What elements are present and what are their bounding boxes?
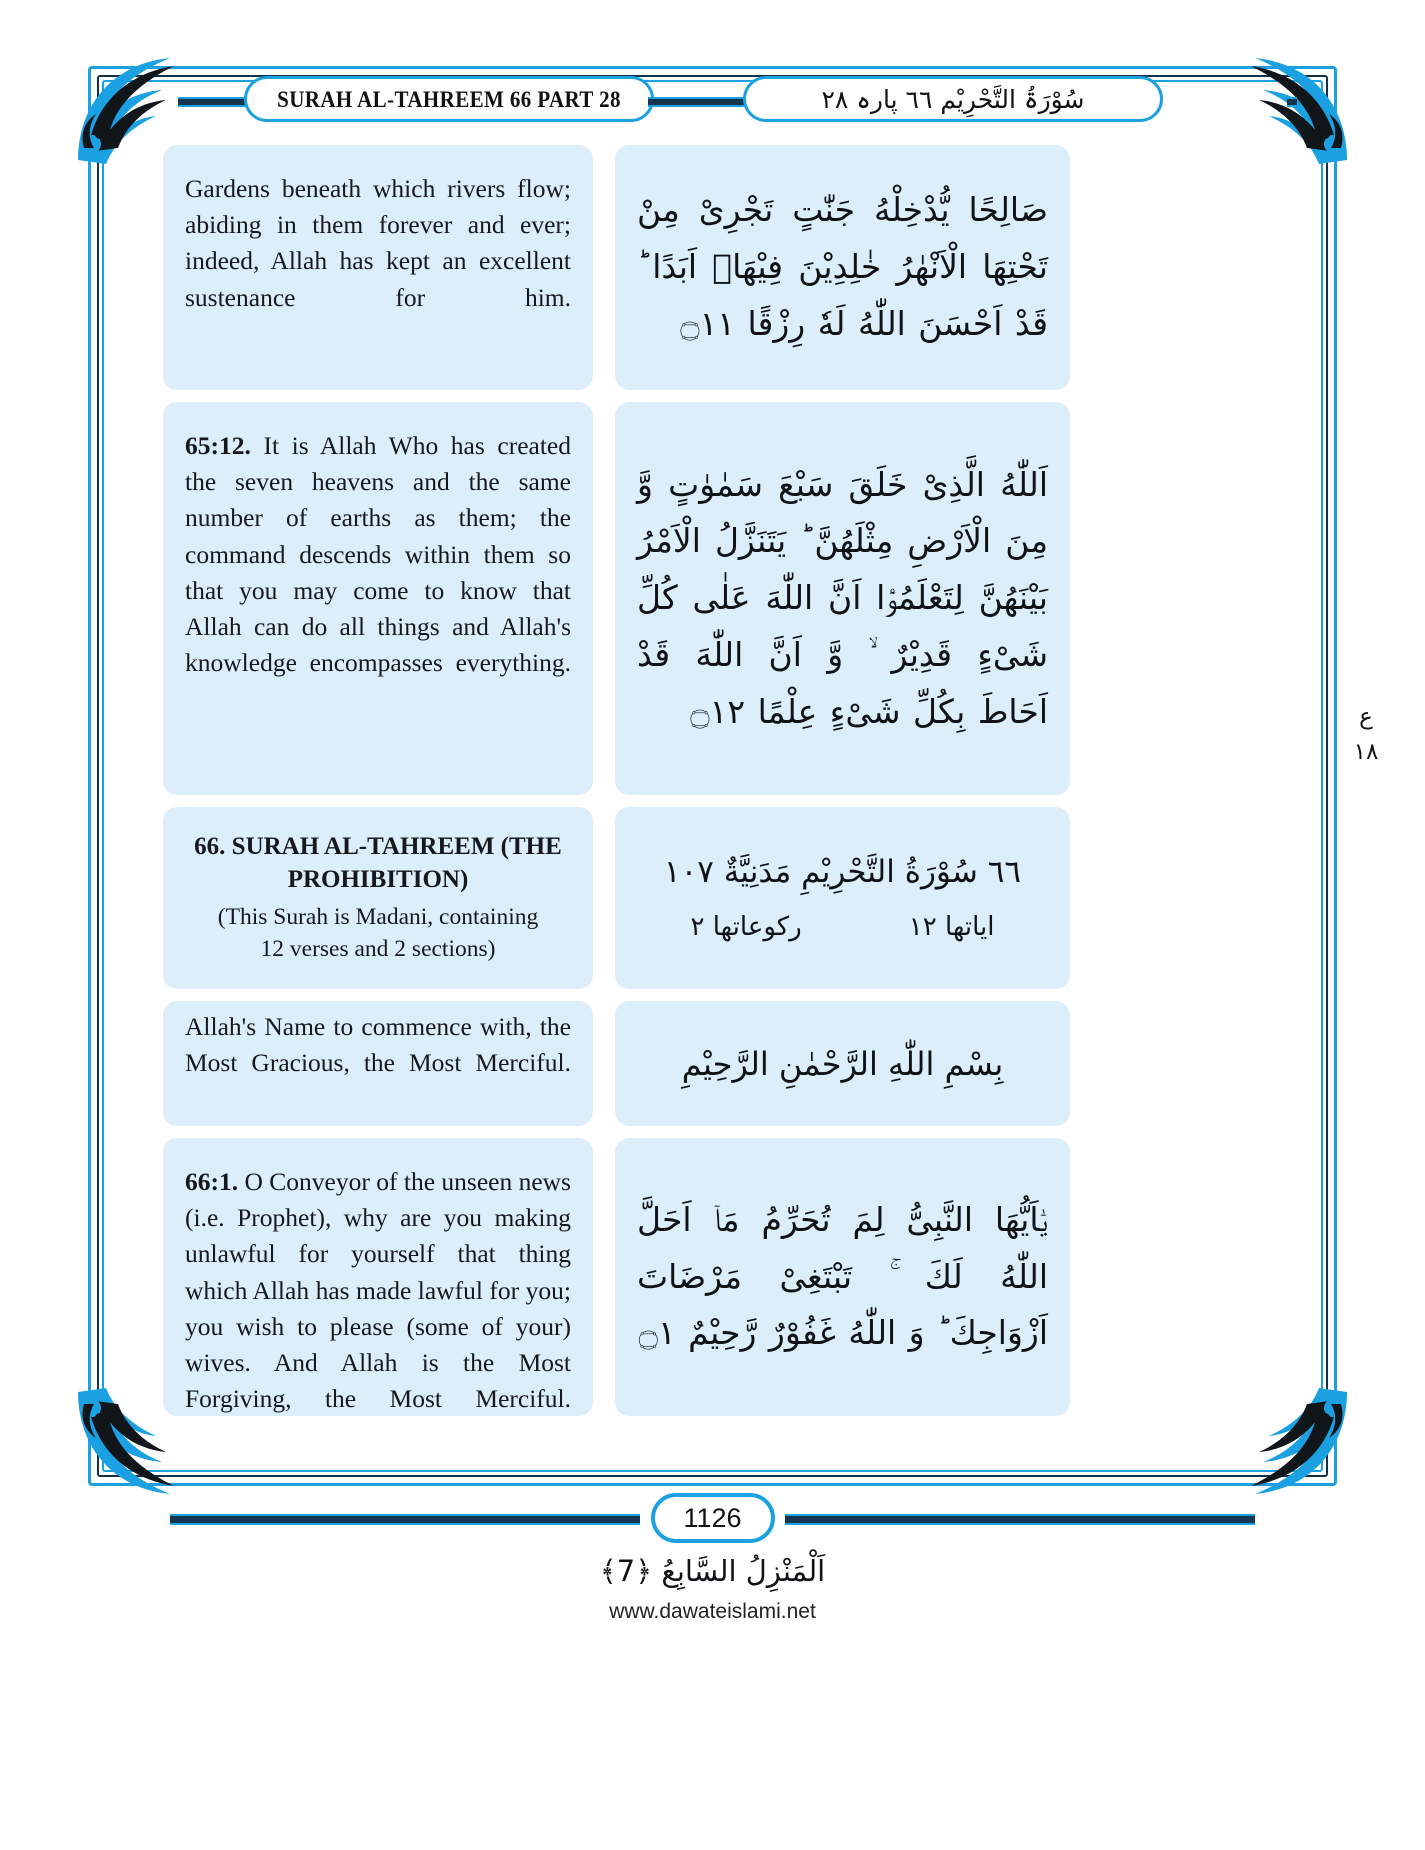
- bismillah-arabic-text: بِسْمِ اللّٰهِ الرَّحْمٰنِ الرَّحِیْمِ: [681, 1044, 1004, 1083]
- ruku-marker-number: ١٨: [1353, 738, 1379, 765]
- header-surah-title-urdu: سُوْرَۃُ التَّحْرِیْم ٦٦ پارہ ٢٨: [821, 84, 1085, 114]
- verse-row: [163, 145, 1253, 390]
- footer-rule-left: [170, 1514, 640, 1525]
- surah-heading-english-cell: [163, 807, 593, 989]
- arabic-cell: [615, 402, 1070, 795]
- website-url: www.dawateislami.net: [609, 1600, 816, 1623]
- header-surah-title-urdu-pill: [743, 76, 1163, 122]
- surah-title-english-line2: PROHIBITION): [287, 865, 469, 893]
- ruku-marker-symbol: ع: [1359, 704, 1373, 730]
- surah-subtitle-line2: 12 verses and 2 sections): [260, 935, 496, 962]
- verse-row: [163, 1138, 1253, 1416]
- surah-subtitle-line1: (This Surah is Madani, containing: [217, 904, 539, 931]
- translation-cell: [163, 1138, 593, 1416]
- translation-text: [185, 428, 571, 718]
- translation-cell: [163, 145, 593, 390]
- surah-ruku-count-label: ركوعاتها ٢: [690, 912, 802, 942]
- arabic-cell: [615, 1138, 1070, 1416]
- arabic-cell: [615, 145, 1070, 390]
- verse-row: [163, 402, 1253, 795]
- translation-text: [185, 1164, 571, 1454]
- translation-body: O Conveyor of the unseen news (i.e. Prophet), why are you making unlawful for yourself that thing which Allah has made lawful for you; you wish to please (some of your) wives. And Allah is the Most Forgiving, the Most Merciful.: [185, 1167, 571, 1414]
- surah-counts-arabic: [637, 912, 1048, 942]
- arabic-text: صَالِحًا یُّدْخِلْهُ جَنّٰتٍ تَجْرِیْ مِنْ تَحْتِهَا الْاَنْهٰرُ خٰلِدِیْنَ فِیْهَاۤ اَبَدًا ؕ قَدْ اَحْسَنَ اللّٰهُ لَهٗ رِزْقًا ۝١١: [637, 190, 1048, 343]
- bismillah-row: [163, 1001, 1253, 1126]
- verse-number: 66:1.: [185, 1167, 239, 1196]
- translation-text: Gardens beneath which rivers flow; abiding in them forever and ever; indeed, Allah has kept an excellent sustenance for him.: [185, 174, 571, 312]
- surah-ayat-count-label: ایاتها ١٢: [908, 912, 995, 942]
- header-surah-title-english-pill: [244, 76, 654, 122]
- ruku-marker: [1343, 700, 1389, 769]
- bismillah-translation-cell: [163, 1001, 593, 1126]
- footer-rule-right: [785, 1514, 1255, 1525]
- translation-cell: [163, 402, 593, 795]
- surah-title-arabic: ٦٦ سُوْرَةُ التَّحْرِیْمِ مَدَنِیَّةٌ ١٠٧: [663, 854, 1022, 890]
- header-rule-right: [1287, 97, 1297, 107]
- translation-body: It is Allah Who has created the seven heavens and the same number of earths as them; the command descends within them so that you may come to know that Allah can do all things and Allah's knowledge encompasses everything.: [185, 431, 571, 678]
- arabic-text: یٰۤاَیُّهَا النَّبِیُّ لِمَ تُحَرِّمُ مَاۤ اَحَلَّ اللّٰهُ لَكَ ۚ تَبْتَغِیْ مَرْضَاتَ اَزْوَاجِكَ ؕ وَ اللّٰهُ غَفُوْرٌ رَّحِیْمٌ ۝١: [637, 1199, 1048, 1353]
- header-surah-title-english: SURAH AL-TAHREEM 66 PART 28: [277, 85, 621, 112]
- bismillah-translation-text: Allah's Name to commence with, the Most Gracious, the Most Merciful.: [185, 1012, 571, 1078]
- manzil-label: اَلْمَنْزِلُ السَّابِعُ ﴿7﴾: [599, 1554, 826, 1588]
- verse-number: 65:12.: [185, 431, 251, 460]
- header-rule-middle: [648, 97, 748, 107]
- surah-heading-arabic-cell: [615, 807, 1070, 989]
- arabic-text: اَللّٰهُ الَّذِیْ خَلَقَ سَبْعَ سَمٰوٰتٍ وَّ مِنَ الْاَرْضِ مِثْلَهُنَّ ؕ یَتَنَزَّلُ الْاَمْرُ بَیْنَهُنَّ لِتَعْلَمُوْۤا اَنَّ اللّٰهَ عَلٰى كُلِّ شَیْءٍ قَدِیْرٌ ۙ وَّ اَنَّ اللّٰهَ قَدْ اَحَاطَ بِكُلِّ شَیْءٍ عِلْمًا ۝١٢: [637, 464, 1048, 731]
- bismillah-arabic-cell: [615, 1001, 1070, 1126]
- verse-grid: [163, 145, 1253, 1430]
- surah-heading-row: [163, 807, 1253, 989]
- surah-title-english-line1: 66. SURAH AL-TAHREEM (THE: [194, 833, 562, 861]
- page-number-badge: 1126: [651, 1493, 775, 1543]
- page-header: [88, 70, 1337, 130]
